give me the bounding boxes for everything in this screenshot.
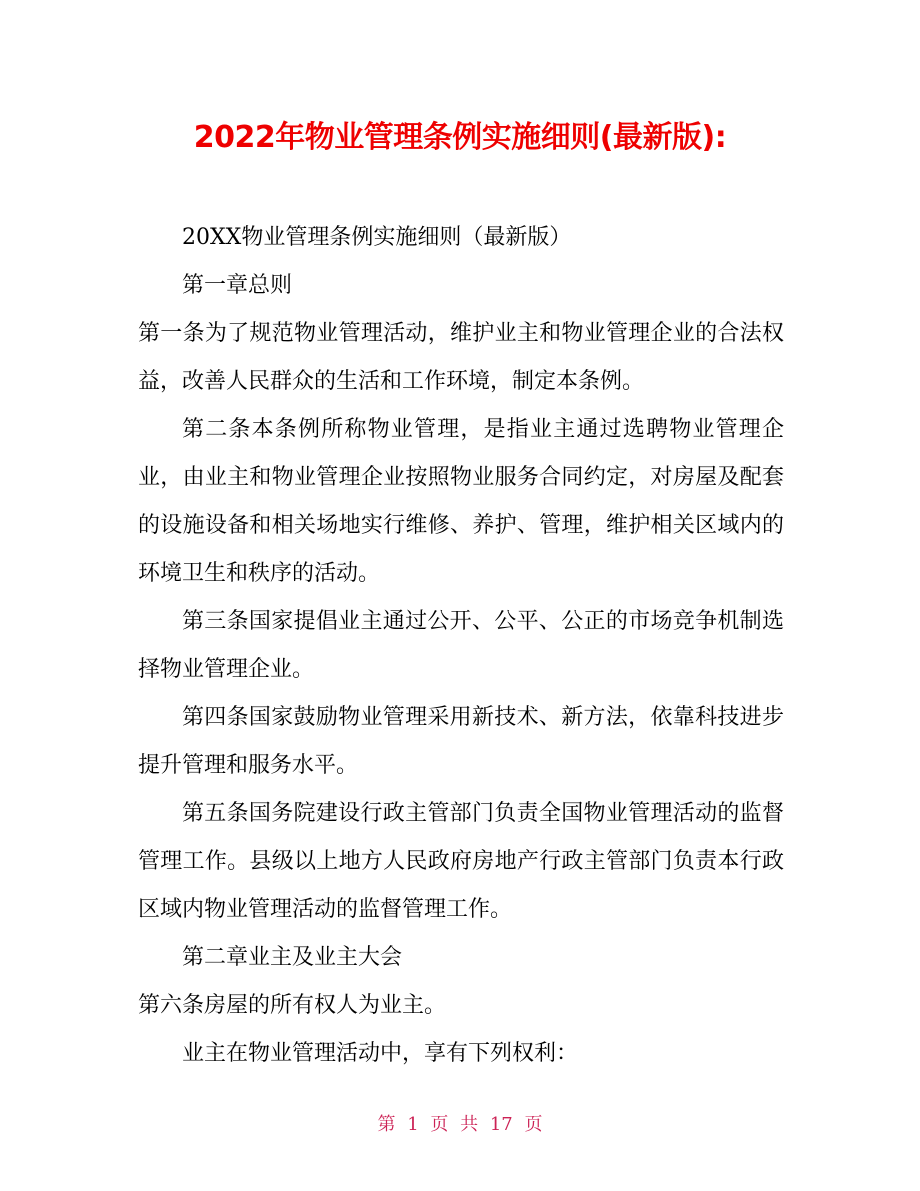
chapter-heading-1: 第一章总则 (182, 273, 293, 298)
document-title: 2022年物业管理条例实施细则(最新版): (193, 120, 727, 155)
page-number-footer: 第 1 页 共 17 页 (377, 1114, 543, 1135)
article-6: 第六条房屋的所有权人为业主。 (138, 993, 447, 1018)
article-4: 第四条国家鼓励物业管理采用新技术、新方法，依靠科技进步提升管理和服务水平。 (138, 705, 784, 778)
article-1: 第一条为了规范物业管理活动，维护业主和物业管理企业的合法权益，改善人民群众的生活和工作环境，制定本条例。 (138, 321, 784, 394)
document-body (138, 214, 784, 1078)
article-5: 第五条国务院建设行政主管部门负责全国物业管理活动的监督管理工作。县级以上地方人民政府房地产行政主管部门负责本行政区域内物业管理活动的监督管理工作。 (138, 801, 784, 922)
article-2: 第二条本条例所称物业管理，是指业主通过选聘物业管理企业，由业主和物业管理企业按照物业服务合同约定，对房屋及配套的设施设备和相关场地实行维修、养护、管理，维护相关区域内的环境卫生和秩序的活动。 (138, 417, 784, 586)
document-subtitle: 20XX物业管理条例实施细则（最新版） (182, 225, 572, 250)
rights-intro: 业主在物业管理活动中，享有下列权利： (182, 1041, 579, 1066)
article-3: 第三条国家提倡业主通过公开、公平、公正的市场竞争机制选择物业管理企业。 (138, 609, 784, 682)
chapter-heading-2: 第二章业主及业主大会 (182, 945, 403, 970)
